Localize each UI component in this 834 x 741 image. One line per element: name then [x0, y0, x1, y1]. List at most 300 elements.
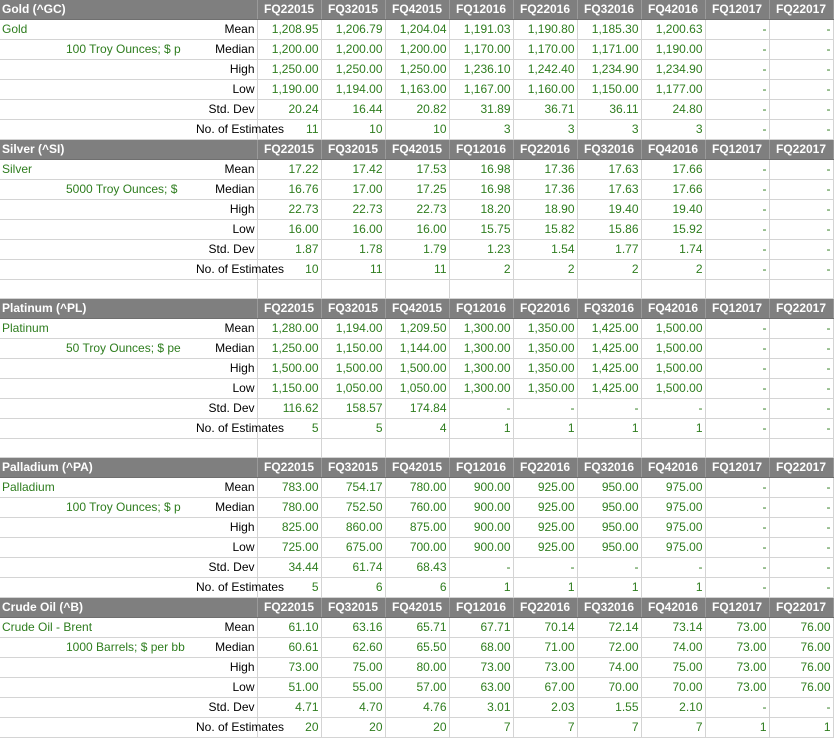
value-cell[interactable]: -	[705, 498, 769, 518]
value-cell[interactable]: 1,300.00	[449, 319, 513, 339]
value-cell[interactable]: 760.00	[385, 498, 449, 518]
value-cell[interactable]: 19.40	[577, 200, 641, 220]
value-cell[interactable]: 1,300.00	[449, 359, 513, 379]
empty-cell[interactable]	[385, 439, 449, 458]
column-header[interactable]: FQ22015	[257, 140, 321, 160]
empty-cell[interactable]	[64, 658, 194, 678]
value-cell[interactable]: 1,300.00	[449, 339, 513, 359]
value-cell[interactable]: -	[705, 160, 769, 180]
value-cell[interactable]: 11	[321, 260, 385, 280]
column-header[interactable]: FQ32015	[321, 458, 385, 478]
empty-cell[interactable]	[321, 280, 385, 299]
value-cell[interactable]: 17.63	[577, 180, 641, 200]
value-cell[interactable]: 18.90	[513, 200, 577, 220]
value-cell[interactable]: 73.00	[257, 658, 321, 678]
value-cell[interactable]: 22.73	[321, 200, 385, 220]
column-header[interactable]: FQ22015	[257, 458, 321, 478]
empty-cell[interactable]	[64, 240, 194, 260]
value-cell[interactable]: 67.71	[449, 618, 513, 638]
value-cell[interactable]: 57.00	[385, 678, 449, 698]
empty-cell[interactable]	[64, 120, 194, 140]
value-cell[interactable]: -	[769, 578, 833, 598]
empty-cell[interactable]	[577, 280, 641, 299]
value-cell[interactable]: 17.22	[257, 160, 321, 180]
value-cell[interactable]: 1,177.00	[641, 80, 705, 100]
value-cell[interactable]: -	[577, 558, 641, 578]
value-cell[interactable]: -	[769, 379, 833, 399]
stat-label[interactable]: Mean	[194, 160, 257, 180]
value-cell[interactable]: 2.10	[641, 698, 705, 718]
value-cell[interactable]: 76.00	[769, 678, 833, 698]
value-cell[interactable]: 2	[513, 260, 577, 280]
empty-cell[interactable]	[0, 399, 64, 419]
value-cell[interactable]: 17.53	[385, 160, 449, 180]
empty-cell[interactable]	[0, 658, 64, 678]
value-cell[interactable]: 17.63	[577, 160, 641, 180]
stat-label[interactable]: Mean	[194, 20, 257, 40]
value-cell[interactable]: 1.54	[513, 240, 577, 260]
value-cell[interactable]: 1,194.00	[321, 80, 385, 100]
value-cell[interactable]: 1,236.10	[449, 60, 513, 80]
value-cell[interactable]: 76.00	[769, 638, 833, 658]
value-cell[interactable]: 875.00	[385, 518, 449, 538]
value-cell[interactable]: 36.11	[577, 100, 641, 120]
column-header[interactable]: FQ22015	[257, 598, 321, 618]
value-cell[interactable]: -	[769, 478, 833, 498]
value-cell[interactable]: 16.98	[449, 160, 513, 180]
value-cell[interactable]: 10	[385, 120, 449, 140]
value-cell[interactable]: 900.00	[449, 498, 513, 518]
value-cell[interactable]: 16.76	[257, 180, 321, 200]
value-cell[interactable]: -	[705, 478, 769, 498]
value-cell[interactable]: 60.61	[257, 638, 321, 658]
value-cell[interactable]: 1,208.95	[257, 20, 321, 40]
value-cell[interactable]: 22.73	[257, 200, 321, 220]
value-cell[interactable]: -	[641, 399, 705, 419]
column-header[interactable]: FQ32016	[577, 598, 641, 618]
contract-unit[interactable]: 1000 Barrels; $ per bb	[64, 638, 194, 658]
column-header[interactable]: FQ22016	[513, 458, 577, 478]
value-cell[interactable]: 780.00	[257, 498, 321, 518]
value-cell[interactable]: -	[769, 180, 833, 200]
value-cell[interactable]: 76.00	[769, 658, 833, 678]
value-cell[interactable]: 1,350.00	[513, 339, 577, 359]
column-header[interactable]: FQ32016	[577, 299, 641, 319]
value-cell[interactable]: -	[705, 20, 769, 40]
value-cell[interactable]: 950.00	[577, 498, 641, 518]
value-cell[interactable]: 1,167.00	[449, 80, 513, 100]
value-cell[interactable]: 63.00	[449, 678, 513, 698]
stat-label[interactable]: No. of Estimates	[194, 120, 257, 140]
value-cell[interactable]: 67.00	[513, 678, 577, 698]
empty-cell[interactable]	[705, 280, 769, 299]
stat-label[interactable]: Median	[194, 180, 257, 200]
value-cell[interactable]: 1,425.00	[577, 319, 641, 339]
value-cell[interactable]: 1,194.00	[321, 319, 385, 339]
empty-cell[interactable]	[705, 439, 769, 458]
empty-cell[interactable]	[64, 379, 194, 399]
value-cell[interactable]: 1,425.00	[577, 339, 641, 359]
value-cell[interactable]: 4.76	[385, 698, 449, 718]
value-cell[interactable]: 1	[705, 718, 769, 738]
column-header[interactable]: FQ22017	[769, 598, 833, 618]
value-cell[interactable]: 4.71	[257, 698, 321, 718]
value-cell[interactable]: 925.00	[513, 478, 577, 498]
commodity-name[interactable]: Silver	[0, 160, 194, 180]
value-cell[interactable]: -	[769, 100, 833, 120]
empty-cell[interactable]	[0, 280, 64, 299]
value-cell[interactable]: 2.03	[513, 698, 577, 718]
empty-cell[interactable]	[0, 200, 64, 220]
empty-cell[interactable]	[0, 120, 64, 140]
value-cell[interactable]: 1,050.00	[385, 379, 449, 399]
value-cell[interactable]: 72.14	[577, 618, 641, 638]
value-cell[interactable]: 73.00	[513, 658, 577, 678]
value-cell[interactable]: 1,234.90	[641, 60, 705, 80]
empty-cell[interactable]	[64, 518, 194, 538]
value-cell[interactable]: 1,200.00	[321, 40, 385, 60]
value-cell[interactable]: 1.74	[641, 240, 705, 260]
value-cell[interactable]: 2	[641, 260, 705, 280]
empty-cell[interactable]	[64, 678, 194, 698]
column-header[interactable]: FQ22017	[769, 140, 833, 160]
column-header[interactable]: FQ42015	[385, 299, 449, 319]
value-cell[interactable]: -	[705, 698, 769, 718]
value-cell[interactable]: 51.00	[257, 678, 321, 698]
column-header[interactable]: FQ42015	[385, 458, 449, 478]
value-cell[interactable]: 73.00	[449, 658, 513, 678]
value-cell[interactable]: 1,204.04	[385, 20, 449, 40]
column-header[interactable]: FQ42016	[641, 299, 705, 319]
value-cell[interactable]: 3	[641, 120, 705, 140]
value-cell[interactable]: 74.00	[577, 658, 641, 678]
empty-cell[interactable]	[257, 439, 321, 458]
value-cell[interactable]: 61.10	[257, 618, 321, 638]
column-header[interactable]: FQ22016	[513, 140, 577, 160]
value-cell[interactable]: 74.00	[641, 638, 705, 658]
value-cell[interactable]: 1,250.00	[257, 60, 321, 80]
column-header[interactable]: FQ42016	[641, 140, 705, 160]
value-cell[interactable]: 1,163.00	[385, 80, 449, 100]
empty-cell[interactable]	[0, 40, 64, 60]
empty-cell[interactable]	[641, 280, 705, 299]
value-cell[interactable]: 4	[385, 419, 449, 439]
value-cell[interactable]: 1,206.79	[321, 20, 385, 40]
value-cell[interactable]: 825.00	[257, 518, 321, 538]
value-cell[interactable]: -	[705, 260, 769, 280]
column-header[interactable]: FQ12016	[449, 140, 513, 160]
stat-label[interactable]: Low	[194, 80, 257, 100]
empty-cell[interactable]	[385, 280, 449, 299]
stat-label[interactable]: Low	[194, 538, 257, 558]
value-cell[interactable]: 68.00	[449, 638, 513, 658]
value-cell[interactable]: 17.36	[513, 180, 577, 200]
empty-cell[interactable]	[64, 359, 194, 379]
stat-label[interactable]: No. of Estimates	[194, 718, 257, 738]
value-cell[interactable]: -	[705, 518, 769, 538]
empty-cell[interactable]	[0, 260, 64, 280]
value-cell[interactable]: 19.40	[641, 200, 705, 220]
value-cell[interactable]: 73.00	[705, 638, 769, 658]
value-cell[interactable]: 975.00	[641, 478, 705, 498]
value-cell[interactable]: 1	[577, 419, 641, 439]
value-cell[interactable]: -	[705, 60, 769, 80]
column-header[interactable]: FQ32015	[321, 598, 385, 618]
value-cell[interactable]: -	[769, 20, 833, 40]
value-cell[interactable]: 1,500.00	[641, 339, 705, 359]
value-cell[interactable]: 20	[385, 718, 449, 738]
value-cell[interactable]: 1,350.00	[513, 379, 577, 399]
empty-cell[interactable]	[0, 339, 64, 359]
column-header[interactable]: FQ22017	[769, 458, 833, 478]
value-cell[interactable]: -	[769, 538, 833, 558]
empty-cell[interactable]	[194, 280, 257, 299]
section-title[interactable]: Palladium (^PA)	[0, 458, 257, 478]
column-header[interactable]: FQ42016	[641, 0, 705, 20]
value-cell[interactable]: 70.14	[513, 618, 577, 638]
empty-cell[interactable]	[0, 538, 64, 558]
empty-cell[interactable]	[64, 60, 194, 80]
value-cell[interactable]: -	[769, 399, 833, 419]
empty-cell[interactable]	[513, 280, 577, 299]
empty-cell[interactable]	[0, 718, 64, 738]
value-cell[interactable]: 1,150.00	[257, 379, 321, 399]
empty-cell[interactable]	[0, 578, 64, 598]
value-cell[interactable]: 860.00	[321, 518, 385, 538]
value-cell[interactable]: 925.00	[513, 538, 577, 558]
column-header[interactable]: FQ12016	[449, 299, 513, 319]
value-cell[interactable]: 1,425.00	[577, 359, 641, 379]
value-cell[interactable]: -	[705, 40, 769, 60]
value-cell[interactable]: 1,144.00	[385, 339, 449, 359]
value-cell[interactable]: 1,200.00	[257, 40, 321, 60]
value-cell[interactable]: -	[769, 359, 833, 379]
stat-label[interactable]: Std. Dev	[194, 399, 257, 419]
stat-label[interactable]: Std. Dev	[194, 100, 257, 120]
stat-label[interactable]: High	[194, 518, 257, 538]
value-cell[interactable]: -	[513, 399, 577, 419]
stat-label[interactable]: Std. Dev	[194, 698, 257, 718]
empty-cell[interactable]	[0, 80, 64, 100]
value-cell[interactable]: 1,190.00	[641, 40, 705, 60]
empty-cell[interactable]	[0, 220, 64, 240]
commodity-name[interactable]: Palladium	[0, 478, 194, 498]
value-cell[interactable]: -	[705, 220, 769, 240]
value-cell[interactable]: 1,190.80	[513, 20, 577, 40]
value-cell[interactable]: 1.78	[321, 240, 385, 260]
value-cell[interactable]: 18.20	[449, 200, 513, 220]
stat-label[interactable]: Median	[194, 339, 257, 359]
empty-cell[interactable]	[449, 439, 513, 458]
stat-label[interactable]: No. of Estimates	[194, 578, 257, 598]
value-cell[interactable]: 17.66	[641, 180, 705, 200]
empty-cell[interactable]	[769, 439, 833, 458]
value-cell[interactable]: 3	[577, 120, 641, 140]
column-header[interactable]: FQ22015	[257, 299, 321, 319]
value-cell[interactable]: 10	[321, 120, 385, 140]
value-cell[interactable]: 17.25	[385, 180, 449, 200]
empty-cell[interactable]	[257, 280, 321, 299]
column-header[interactable]: FQ12016	[449, 0, 513, 20]
value-cell[interactable]: 20	[321, 718, 385, 738]
value-cell[interactable]: 1,300.00	[449, 379, 513, 399]
value-cell[interactable]: -	[769, 60, 833, 80]
value-cell[interactable]: -	[705, 339, 769, 359]
column-header[interactable]: FQ42015	[385, 0, 449, 20]
value-cell[interactable]: 1,500.00	[641, 379, 705, 399]
value-cell[interactable]: 1,350.00	[513, 359, 577, 379]
value-cell[interactable]: -	[705, 419, 769, 439]
value-cell[interactable]: -	[641, 558, 705, 578]
value-cell[interactable]: 11	[257, 120, 321, 140]
value-cell[interactable]: -	[769, 200, 833, 220]
value-cell[interactable]: 1.23	[449, 240, 513, 260]
value-cell[interactable]: -	[513, 558, 577, 578]
stat-label[interactable]: High	[194, 60, 257, 80]
value-cell[interactable]: 72.00	[577, 638, 641, 658]
stat-label[interactable]: Low	[194, 678, 257, 698]
value-cell[interactable]: 975.00	[641, 498, 705, 518]
empty-cell[interactable]	[64, 538, 194, 558]
value-cell[interactable]: -	[769, 260, 833, 280]
column-header[interactable]: FQ12017	[705, 0, 769, 20]
value-cell[interactable]: 1,160.00	[513, 80, 577, 100]
value-cell[interactable]: 1	[641, 419, 705, 439]
value-cell[interactable]: 16.00	[385, 220, 449, 240]
value-cell[interactable]: 1,500.00	[385, 359, 449, 379]
value-cell[interactable]: -	[705, 379, 769, 399]
empty-cell[interactable]	[64, 100, 194, 120]
value-cell[interactable]: 725.00	[257, 538, 321, 558]
value-cell[interactable]: -	[705, 120, 769, 140]
value-cell[interactable]: -	[769, 558, 833, 578]
value-cell[interactable]: 1,050.00	[321, 379, 385, 399]
column-header[interactable]: FQ32015	[321, 0, 385, 20]
stat-label[interactable]: Low	[194, 220, 257, 240]
column-header[interactable]: FQ22016	[513, 0, 577, 20]
value-cell[interactable]: 1.87	[257, 240, 321, 260]
value-cell[interactable]: 950.00	[577, 518, 641, 538]
value-cell[interactable]: 20.24	[257, 100, 321, 120]
empty-cell[interactable]	[321, 439, 385, 458]
value-cell[interactable]: 754.17	[321, 478, 385, 498]
empty-cell[interactable]	[64, 200, 194, 220]
value-cell[interactable]: 780.00	[385, 478, 449, 498]
stat-label[interactable]: High	[194, 200, 257, 220]
stat-label[interactable]: High	[194, 658, 257, 678]
empty-cell[interactable]	[449, 280, 513, 299]
value-cell[interactable]: 925.00	[513, 498, 577, 518]
value-cell[interactable]: 1,242.40	[513, 60, 577, 80]
value-cell[interactable]: 1,200.00	[385, 40, 449, 60]
value-cell[interactable]: 34.44	[257, 558, 321, 578]
stat-label[interactable]: Std. Dev	[194, 240, 257, 260]
value-cell[interactable]: -	[769, 319, 833, 339]
empty-cell[interactable]	[0, 439, 64, 458]
value-cell[interactable]: 1	[449, 419, 513, 439]
stat-label[interactable]: No. of Estimates	[194, 419, 257, 439]
value-cell[interactable]: 1.55	[577, 698, 641, 718]
value-cell[interactable]: -	[769, 160, 833, 180]
value-cell[interactable]: 15.86	[577, 220, 641, 240]
value-cell[interactable]: 20	[257, 718, 321, 738]
empty-cell[interactable]	[64, 439, 194, 458]
column-header[interactable]: FQ22015	[257, 0, 321, 20]
value-cell[interactable]: 1	[449, 578, 513, 598]
value-cell[interactable]: -	[769, 419, 833, 439]
value-cell[interactable]: 174.84	[385, 399, 449, 419]
empty-cell[interactable]	[194, 439, 257, 458]
value-cell[interactable]: -	[769, 498, 833, 518]
column-header[interactable]: FQ32016	[577, 458, 641, 478]
value-cell[interactable]: 1,170.00	[449, 40, 513, 60]
value-cell[interactable]: -	[705, 319, 769, 339]
commodity-name[interactable]: Gold	[0, 20, 194, 40]
value-cell[interactable]: 55.00	[321, 678, 385, 698]
value-cell[interactable]: 1,280.00	[257, 319, 321, 339]
stat-label[interactable]: No. of Estimates	[194, 260, 257, 280]
value-cell[interactable]: 16.98	[449, 180, 513, 200]
value-cell[interactable]: 17.00	[321, 180, 385, 200]
value-cell[interactable]: 1	[513, 419, 577, 439]
column-header[interactable]: FQ42016	[641, 458, 705, 478]
value-cell[interactable]: 950.00	[577, 478, 641, 498]
value-cell[interactable]: 1,350.00	[513, 319, 577, 339]
value-cell[interactable]: 1,500.00	[641, 319, 705, 339]
section-title[interactable]: Crude Oil (^B)	[0, 598, 257, 618]
value-cell[interactable]: 1,500.00	[257, 359, 321, 379]
value-cell[interactable]: -	[769, 120, 833, 140]
value-cell[interactable]: 7	[577, 718, 641, 738]
contract-unit[interactable]: 50 Troy Ounces; $ pe	[64, 339, 194, 359]
contract-unit[interactable]: 100 Troy Ounces; $ p	[64, 40, 194, 60]
column-header[interactable]: FQ12017	[705, 299, 769, 319]
value-cell[interactable]: 5	[321, 419, 385, 439]
value-cell[interactable]: 2	[449, 260, 513, 280]
value-cell[interactable]: 17.42	[321, 160, 385, 180]
empty-cell[interactable]	[0, 698, 64, 718]
value-cell[interactable]: 71.00	[513, 638, 577, 658]
empty-cell[interactable]	[0, 60, 64, 80]
empty-cell[interactable]	[64, 419, 194, 439]
value-cell[interactable]: -	[705, 578, 769, 598]
value-cell[interactable]: 783.00	[257, 478, 321, 498]
section-title[interactable]: Gold (^GC)	[0, 0, 257, 20]
column-header[interactable]: FQ22016	[513, 299, 577, 319]
value-cell[interactable]: -	[705, 359, 769, 379]
column-header[interactable]: FQ12017	[705, 458, 769, 478]
value-cell[interactable]: 900.00	[449, 478, 513, 498]
value-cell[interactable]: 1,185.30	[577, 20, 641, 40]
value-cell[interactable]: 975.00	[641, 538, 705, 558]
value-cell[interactable]: 1,190.00	[257, 80, 321, 100]
value-cell[interactable]: 70.00	[641, 678, 705, 698]
value-cell[interactable]: 3	[449, 120, 513, 140]
column-header[interactable]: FQ32015	[321, 140, 385, 160]
value-cell[interactable]: 1,150.00	[577, 80, 641, 100]
value-cell[interactable]: 1,250.00	[257, 339, 321, 359]
column-header[interactable]: FQ42015	[385, 598, 449, 618]
value-cell[interactable]: 22.73	[385, 200, 449, 220]
value-cell[interactable]: 1,500.00	[641, 359, 705, 379]
value-cell[interactable]: -	[449, 558, 513, 578]
stat-label[interactable]: Median	[194, 40, 257, 60]
column-header[interactable]: FQ32016	[577, 140, 641, 160]
column-header[interactable]: FQ42016	[641, 598, 705, 618]
column-header[interactable]: FQ12017	[705, 140, 769, 160]
value-cell[interactable]: 61.74	[321, 558, 385, 578]
empty-cell[interactable]	[0, 498, 64, 518]
